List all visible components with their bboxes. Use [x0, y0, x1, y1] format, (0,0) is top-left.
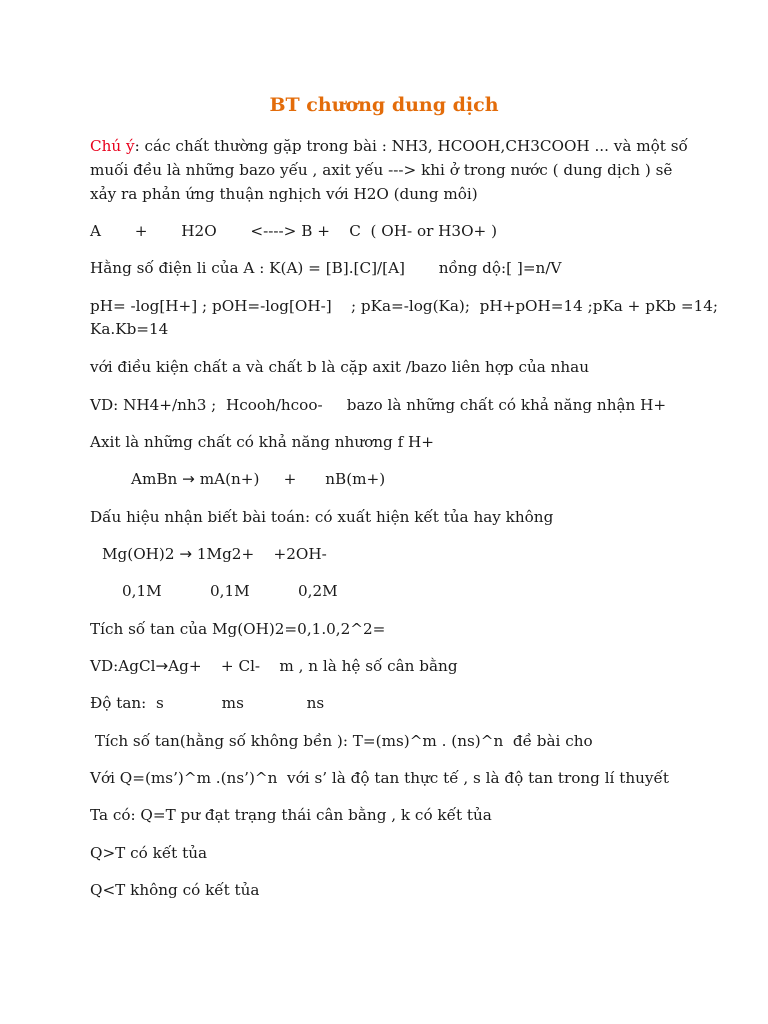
ionization-constant-line: Hằng số điện li của A : K(A) = [B].[C]/[A] nồng dộ:[ ]=n/V	[90, 259, 562, 277]
right-arrow-icon: →	[182, 470, 195, 488]
ambn-left: AmBn	[131, 470, 183, 488]
right-arrow-icon: →	[179, 545, 193, 563]
mgoh-right: 1Mg2+ +2OH-	[192, 545, 327, 563]
ph-line-2: Ka.Kb=14	[90, 320, 169, 338]
mgoh-left: Mg(OH)2	[102, 545, 180, 563]
ambn-right: mA(n+) + nB(m+)	[194, 470, 386, 488]
condition-line: với điều kiện chất a và chất b là cặp axit /bazo liên hợp của nhau	[90, 358, 590, 376]
do-tan-line: Độ tan: s ms ns	[90, 694, 325, 712]
tich-so-tan-line: Tích số tan của Mg(OH)2=0,1.0,2^2=	[90, 620, 386, 638]
note-text-1: : các chất thường gặp trong bài : NH3, HCOOH,CH3COOH ... và một số	[134, 137, 688, 155]
concentrations-line: 0,1M 0,1M 0,2M	[122, 582, 338, 600]
ta-co-line: Ta có: Q=T pư đạt trạng thái cân bằng , k có kết tủa	[90, 806, 492, 824]
q-definition-line: Với Q=(ms’)^m .(ns’)^n với s’ là độ tan thực tế , s là độ tan trong lí thuyết	[90, 769, 669, 787]
note-label: Chú ý	[90, 137, 135, 155]
right-arrow-icon: →	[155, 657, 169, 675]
note-line-1	[90, 134, 688, 158]
q-less-line: Q<T không có kết tủa	[90, 881, 260, 899]
sign-line: Dấu hiệu nhận biết bài toán: có xuất hiện kết tủa hay không	[90, 508, 554, 526]
mgoh-equation	[102, 542, 327, 566]
note-line-2: muối đều là những bazo yếu , axit yếu ---> khi ở trong nước ( dung dịch ) sẽ	[90, 161, 673, 179]
document-title: BT chương dung dịch	[269, 94, 499, 116]
example2-right: Ag+ + Cl- m , n là hệ số cân bằng	[168, 657, 458, 675]
equation-line: A + H2O <----> B + C ( OH- or H3O+ )	[90, 222, 498, 240]
ambn-equation	[131, 467, 385, 491]
example-line-2	[90, 654, 458, 678]
ph-line-1: pH= -log[H+] ; pOH=-log[OH-] ; pKa=-log(Ka); pH+pOH=14 ;pKa + pKb =14;	[90, 297, 719, 315]
note-line-3: xảy ra phản ứng thuận nghịch với H2O (dung môi)	[90, 185, 478, 203]
acid-definition-line: Axit là những chất có khả năng nhương f H+	[90, 433, 435, 451]
q-greater-line: Q>T có kết tủa	[90, 844, 208, 862]
example-line-1: VD: NH4+/nh3 ; Hcooh/hcoo- bazo là những chất có khả năng nhận H+	[90, 396, 667, 414]
tich-so-tan-definition-line: Tích số tan(hằng số không bền ): T=(ms)^m . (ns)^n đề bài cho	[90, 732, 593, 750]
example2-left: VD:AgCl	[90, 657, 156, 675]
